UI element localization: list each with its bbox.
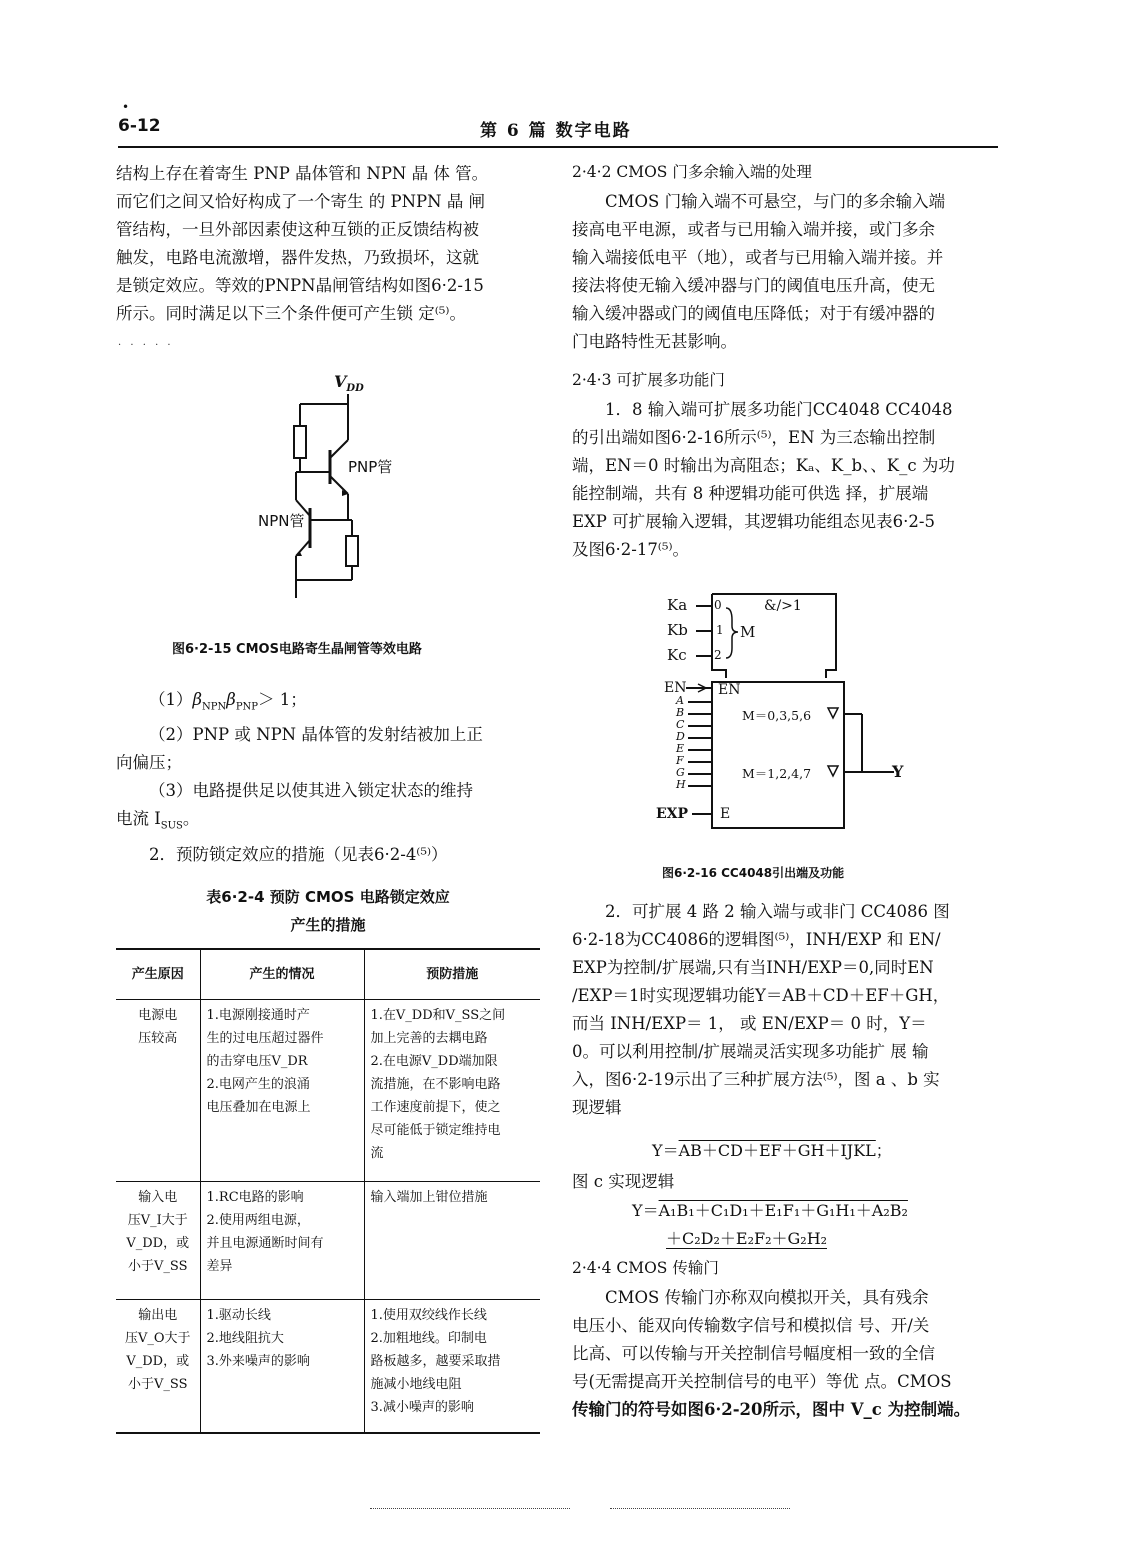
text-line: 2．可扩展 4 路 2 输入端与或非门 CC4086 图 [605, 902, 950, 921]
vdd-label: $V_{DD}$ [334, 372, 364, 395]
table-cell-prevention: 1.在V_DD和V_SS之间 加上完善的去耦电路 2.在电源V_DD端加限 流措施，在不影响电路 工作速度前提下，使之 尽可能低于锁定维持电 流 [364, 999, 540, 1181]
condition-3-line1: （3）电路提供足以使其进入锁定状态的维持 [149, 781, 473, 801]
text-line: 号(无需提高开关控制信号的电平）等优 点。CMOS [572, 1372, 952, 1391]
output-y-label: Y [892, 762, 904, 781]
formula-2: Y＝A₁B₁＋C₁D₁＋E₁F₁＋G₁H₁＋A₂B₂ [632, 1201, 908, 1220]
resistor-top [294, 426, 306, 458]
text-line: 1．8 输入端可扩展多功能门CC4048 CC4048 [605, 400, 953, 419]
right-paragraph-244 [572, 1284, 998, 1424]
measures-table [116, 948, 540, 1434]
table-title-line2: 产生的措施 [290, 916, 366, 934]
function-label: &/>1 [764, 598, 802, 614]
figure-6-2-15-circuit [230, 370, 430, 610]
figure-6-2-16-caption: 图6·2-16 CC4048引出端及功能 [662, 866, 845, 880]
table-row [116, 1181, 540, 1299]
text-line: 结构上存在着寄生 PNP 晶体管和 NPN 晶 体 管。 [116, 164, 489, 183]
text-line: 6·2-18为CC4086的逻辑图⁽⁵⁾，INH/EXP 和 EN/ [572, 930, 941, 949]
table-cell-cause: 电源电 压较高 [116, 999, 200, 1181]
left-paragraph-1 [116, 160, 540, 328]
k-number: 2 [714, 648, 722, 662]
right-paragraph-243 [572, 396, 998, 564]
ka-label: Ka [667, 596, 688, 614]
right-paragraph-cc4086 [572, 898, 998, 1122]
text-line: 比高、可以传输与开关控制信号幅度相一致的全信 [572, 1344, 935, 1363]
table-title-line1: 表6·2-4 预防 CMOS 电路锁定效应 [206, 888, 450, 906]
m-lower-label: M＝1,2,4,7 [742, 766, 812, 781]
table-cell-situation: 1.驱动长线 2.地线阻抗大 3.外来噪声的影响 [200, 1299, 364, 1433]
text-line: 电压小、能双向传输数字信号和模拟信 号、开/关 [572, 1316, 930, 1335]
text-line: 而它们之间又恰好构成了一个寄生 的 PNPN 晶 闸 [116, 192, 486, 211]
formula-1: Y＝AB＋CD＋EF＋GH＋IJKL； [652, 1141, 892, 1160]
text-line: 传输门的符号如图6·2-20所示，图中 V_c 为控制端。 [572, 1400, 971, 1419]
npn-label: NPN管 [258, 512, 305, 530]
text-line: 及图6·2-17⁽⁵⁾。 [572, 540, 690, 559]
table-cell-prevention: 输入端加上钳位措施 [364, 1181, 540, 1299]
text-line: EXP为控制/扩展端,只有当INH/EXP＝0,同时EN [572, 958, 934, 977]
table-header-prevention: 预防措施 [364, 949, 540, 999]
figure-6-2-15-caption: 图6·2-15 CMOS电路寄生晶闸管等效电路 [172, 642, 422, 657]
text-line: CMOS 传输门亦称双向模拟开关，具有残余 [605, 1288, 929, 1307]
page-header [118, 100, 998, 148]
text-line: /EXP＝1时实现逻辑功能Y＝AB＋CD＋EF＋GH， [572, 986, 950, 1005]
m-upper-label: M＝0,3,5,6 [742, 708, 812, 723]
fig-c-text: 图 c 实现逻辑 [572, 1172, 675, 1191]
text-line: 入，图6·2-19示出了三种扩展方法⁽⁵⁾，图 a 、b 实 [572, 1070, 940, 1089]
en-outer-label: EN [664, 680, 687, 696]
resistor-bottom [346, 536, 358, 566]
text-line: 触发，电路电流激增，器件发热，乃致损坏，这就 [116, 248, 479, 267]
exp-label: EXP [656, 806, 689, 822]
footer-rule [610, 1508, 790, 1509]
footer-rule [370, 1508, 570, 1509]
text-line: 而当 INH/EXP＝ 1， 或 EN/EXP＝ 0 时，Y＝ [572, 1014, 927, 1033]
scan-dots: · · · · · [118, 340, 174, 351]
table-header-cause: 产生原因 [116, 949, 200, 999]
k-number: 0 [714, 598, 722, 612]
table-cell-situation: 1.RC电路的影响 2.使用两组电源， 并且电源通断时间有 差异 [200, 1181, 364, 1299]
table-row [116, 1299, 540, 1433]
table-cell-cause: 输出电 压V_O大于 V_DD，或 小于V_SS [116, 1299, 200, 1433]
k-number: 1 [716, 623, 724, 637]
text-line: CMOS 门输入端不可悬空，与门的多余输入端 [605, 192, 946, 211]
right-paragraph-242 [572, 188, 998, 356]
text-line: 输入端接低电平（地），或者与已用输入端并接。并 [572, 248, 944, 267]
condition-1: $(1)\beta_{NPN}\beta_{PNP}> 1$； [149, 690, 307, 713]
table-row [116, 999, 540, 1181]
text-line: 能控制端，共有 8 种逻辑功能可供选 择，扩展端 [572, 484, 929, 503]
text-line: 接法将使无输入缓冲器与门的阈值电压升高，使无 [572, 276, 935, 295]
text-line: 端，EN＝0 时输出为高阻态；Kₐ、K_b、、K_c 为功 [572, 456, 955, 475]
en-inner-label: EN [718, 682, 741, 698]
text-line: 是锁定效应。等效的PNPN晶闸管结构如图6·2-15 [116, 276, 484, 295]
text-line: 接高电平电源，或者与已用输入端并接，或门多余 [572, 220, 935, 239]
section-2-4-2-heading: 2·4·2 CMOS 门多余输入端的处理 [572, 163, 812, 181]
left-conditions [116, 686, 540, 869]
e-label: E [720, 806, 731, 822]
table-header-situation: 产生的情况 [200, 949, 364, 999]
text-line: 0。可以利用控制/扩展端灵活实现多功能扩 展 输 [572, 1042, 929, 1061]
kb-label: Kb [667, 621, 688, 639]
text-line: 输入缓冲器或门的阈值电压降低；对于有缓冲器的 [572, 304, 935, 323]
text-line: 门电路特性无甚影响。 [572, 332, 737, 351]
measures-intro: 2．预防锁定效应的措施（见表6·2-4⁽⁵⁾） [149, 844, 448, 864]
table-header-row [116, 949, 540, 999]
table-cell-prevention: 1.使用双绞线作长线 2.加粗地线。印制电 路板越多，越要采取措 施减小地线电阻 3.减小噪声的影响 [364, 1299, 540, 1433]
page-title: 第 6 篇 数字电路 [480, 121, 632, 141]
m-label: M [740, 623, 756, 641]
page-number: 6-12 [118, 116, 161, 136]
text-line: 所示。同时满足以下三个条件便可产生锁 定⁽⁵⁾。 [116, 304, 466, 323]
kc-label: Kc [667, 646, 687, 664]
pnp-label: PNP管 [348, 458, 393, 476]
table-cell-cause: 输入电 压V_I大于 V_DD，或 小于V_SS [116, 1181, 200, 1299]
section-2-4-4-heading: 2·4·4 CMOS 传输门 [572, 1259, 719, 1277]
text-line: EXP 可扩展输入逻辑，其逻辑功能组态见表6·2-5 [572, 512, 935, 531]
text-line: 现逻辑 [572, 1098, 622, 1117]
table-cell-situation: 1.电源刚接通时产 生的过电压超过器件 的击穿电压V_DR 2.电网产生的浪涌 电压叠加在电源上 [200, 999, 364, 1181]
condition-3-line2: 电流 $I_{SUS}$。 [116, 809, 200, 832]
section-2-4-3-heading: 2·4·3 可扩展多功能门 [572, 371, 725, 389]
main-block [712, 682, 844, 828]
text-line: 的引出端如图6·2-16所示⁽⁵⁾，EN 为三态输出控制 [572, 428, 936, 447]
text-line: 管结构，一旦外部因素使这种互锁的正反馈结构被 [116, 220, 479, 239]
input-labels: A B C D E F G H [676, 694, 686, 791]
condition-2-line2: 向偏压； [116, 753, 182, 773]
header-dot: • [122, 100, 130, 114]
formula-2-line2: ＋C₂D₂＋E₂F₂＋G₂H₂ [666, 1229, 828, 1248]
condition-2-line1: （2）PNP 或 NPN 晶体管的发射结被加上正 [149, 725, 483, 745]
